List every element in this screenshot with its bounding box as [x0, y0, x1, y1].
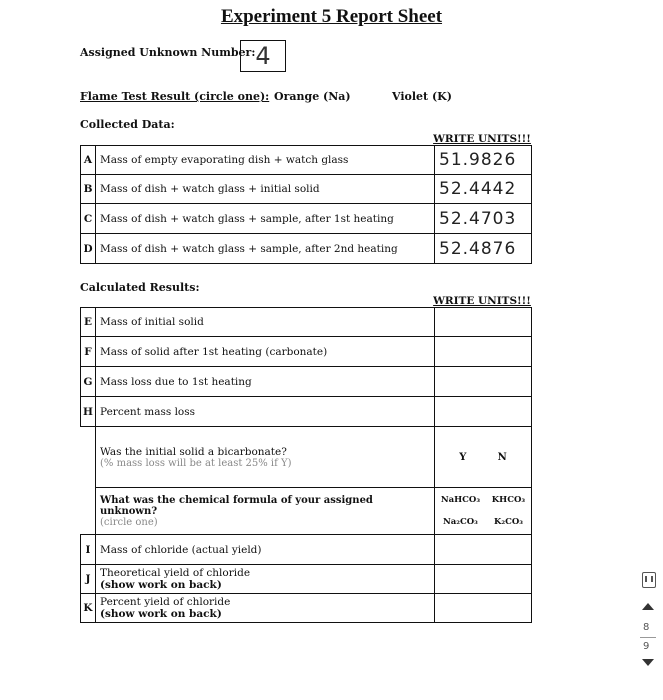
table-row [81, 594, 532, 623]
no-option[interactable]: N [497, 452, 507, 463]
handwritten-value: 52.4442 [439, 179, 517, 199]
row-value-cell[interactable] [435, 535, 532, 565]
flame-label: Flame Test Result (circle one): [80, 90, 270, 103]
collected-table [80, 145, 532, 264]
calculated-table [80, 307, 532, 623]
row-letter: A [81, 146, 96, 175]
page-view-icon-inner [645, 576, 653, 582]
table-row [81, 146, 532, 175]
row-label-note: (show work on back) [100, 579, 222, 591]
row-value-cell [435, 175, 532, 204]
formula-cell [435, 488, 532, 535]
row-label: Mass loss due to 1st heating [96, 367, 435, 397]
table-row [81, 204, 532, 234]
row-letter: K [81, 594, 96, 623]
row-label: Mass of dish + watch glass + sample, after 1st heating [96, 204, 435, 234]
page-view-icon[interactable] [642, 572, 656, 588]
calculated-heading: Calculated Results: [80, 281, 200, 294]
row-label-note: (show work on back) [100, 608, 222, 620]
handwritten-value: 51.9826 [439, 150, 517, 170]
collected-heading: Collected Data: [80, 118, 175, 131]
row-letter: E [81, 308, 96, 337]
row-label [96, 488, 435, 535]
row-label: Mass of chloride (actual yield) [96, 535, 435, 565]
unknown-number-box [240, 40, 286, 72]
table-row [81, 565, 532, 594]
row-value-cell[interactable] [435, 308, 532, 337]
row-value-cell[interactable] [435, 565, 532, 594]
row-letter: C [81, 204, 96, 234]
table-row [81, 488, 532, 535]
row-label: Mass of empty evaporating dish + watch glass [96, 146, 435, 175]
row-label: Mass of initial solid [96, 308, 435, 337]
calculated-units-header: WRITE UNITS!!! [433, 295, 531, 307]
row-letter [81, 488, 96, 535]
table-row [81, 367, 532, 397]
table-row [81, 427, 532, 488]
formula-option[interactable]: Na₂CO₃ [443, 517, 478, 527]
handwritten-value: 52.4703 [439, 208, 517, 229]
row-label: Mass of dish + watch glass + initial solid [96, 175, 435, 204]
yes-option[interactable]: Y [459, 452, 467, 463]
table-row [81, 175, 532, 204]
table-row [81, 535, 532, 565]
formula-option[interactable]: KHCO₃ [491, 495, 526, 505]
page-title: Experiment 5 Report Sheet [220, 6, 443, 27]
row-value-cell[interactable] [435, 594, 532, 623]
bicarbonate-hint: (% mass loss will be at least 25% if Y) [100, 457, 292, 469]
unknown-label: Assigned Unknown Number: [80, 46, 256, 59]
row-value-cell[interactable] [435, 367, 532, 397]
row-label [96, 565, 435, 594]
unknown-number-value: 4 [255, 42, 271, 70]
row-letter [81, 427, 96, 488]
row-label: Mass of solid after 1st heating (carbonate) [96, 337, 435, 367]
row-label [96, 427, 435, 488]
table-row [81, 397, 532, 427]
row-letter: J [81, 565, 96, 594]
formula-hint: (circle one) [100, 516, 158, 528]
row-letter: I [81, 535, 96, 565]
page-divider [640, 637, 656, 638]
bicarbonate-question: Was the initial solid a bicarbonate? [100, 445, 287, 458]
flame-option-violet: Violet (K) [392, 90, 452, 103]
row-letter: F [81, 337, 96, 367]
row-label-text: Percent yield of chloride [100, 596, 231, 608]
row-letter: H [81, 397, 96, 427]
row-label [96, 594, 435, 623]
table-row [81, 337, 532, 367]
formula-option[interactable]: K₂CO₃ [493, 517, 523, 527]
row-value-cell[interactable] [435, 397, 532, 427]
collected-units-header: WRITE UNITS!!! [433, 133, 531, 145]
row-value-cell [435, 204, 532, 234]
page-number-total: 9 [643, 641, 650, 652]
row-label-text: Theoretical yield of chloride [100, 567, 251, 579]
row-value-cell [435, 234, 532, 264]
row-letter: D [81, 234, 96, 264]
row-label: Percent mass loss [96, 397, 435, 427]
table-row [81, 234, 532, 264]
page-number-current[interactable]: 8 [643, 622, 650, 633]
row-label: Mass of dish + watch glass + sample, after 2nd heating [96, 234, 435, 264]
page-up-icon[interactable] [642, 603, 654, 610]
flame-option-orange: Orange (Na) [274, 90, 351, 103]
formula-question: What was the chemical formula of your assigned unknown? [100, 494, 373, 517]
row-letter: G [81, 367, 96, 397]
formula-option[interactable]: NaHCO₃ [440, 495, 481, 505]
row-value-cell [435, 146, 532, 175]
table-row [81, 308, 532, 337]
handwritten-value: 52.4876 [439, 238, 517, 259]
page-down-icon[interactable] [642, 659, 654, 666]
row-value-cell[interactable] [435, 337, 532, 367]
row-letter: B [81, 175, 96, 204]
yn-cell [435, 427, 532, 488]
